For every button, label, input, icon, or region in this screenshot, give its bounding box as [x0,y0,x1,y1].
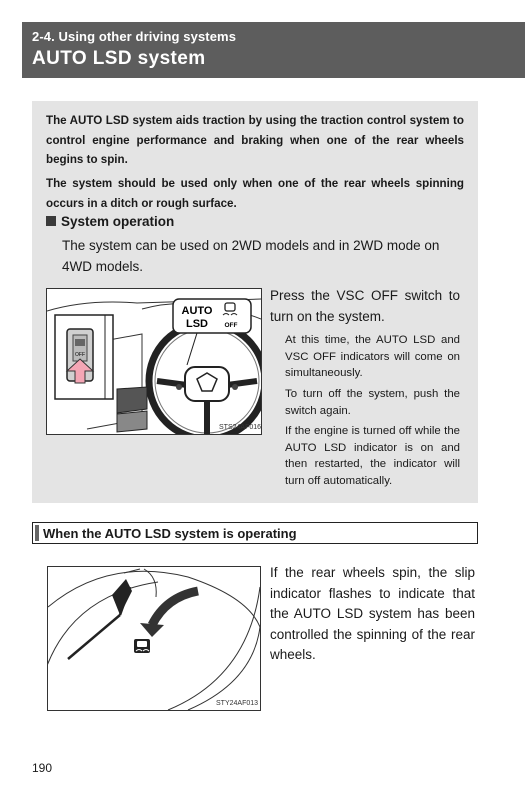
instruction-text: Press the VSC OFF switch to turn on the system. [270,288,460,324]
meter-illustration [48,567,260,710]
figure-slip-indicator [47,566,261,711]
square-bullet-icon [46,216,56,226]
figure-code: STS24AF016 [219,424,262,431]
note-turn-off: To turn off the system, push the switch again. [285,388,460,417]
note-engine-restart: If the engine is turned off while the AUTO LSD indicator is on and then restarted, the indicator will turn off automatically. [285,425,460,487]
heading-bar [35,525,39,541]
overview-box [32,101,478,503]
figure-code: STY24AF013 [216,700,259,707]
callout-lsd-label: LSD [186,318,208,330]
page-number: 190 [32,761,53,775]
section-label: 2-4. Using other driving systems [32,29,237,44]
callout-off-label: OFF [224,322,238,329]
page-header [22,22,525,78]
callout-auto-label: AUTO [181,305,213,317]
operating-body: If the rear wheels spin, the slip indicator flashes to indicate that the AUTO LSD system has been controlled the spinning of the rear wheels. [270,565,475,662]
system-operation-heading-text: System operation [61,214,175,229]
operating-section-heading [32,522,478,544]
note-indicators: At this time, the AUTO LSD and VSC OFF indicators will come on simultaneously. [285,334,460,379]
intro-paragraph-2: The system should be used only when one of the rear wheels spinning occurs in a ditch or rough surface. [46,177,464,210]
operating-heading-text: When the AUTO LSD system is operating [43,526,297,541]
system-operation-body: The system can be used on 2WD models and in 2WD mode on 4WD models. [62,238,440,274]
slip-indicator-icon [134,639,150,653]
system-operation-heading [46,214,174,229]
page-title: AUTO LSD system [32,48,206,69]
figure-vsc-off-switch [46,288,262,435]
intro-paragraph-1: The AUTO LSD system aids traction by using the traction control system to control engine performance and braking when one of the rear wheels begins to spin. [46,114,464,166]
switch-off-label: OFF [75,352,85,358]
dashboard-illustration [47,289,261,434]
